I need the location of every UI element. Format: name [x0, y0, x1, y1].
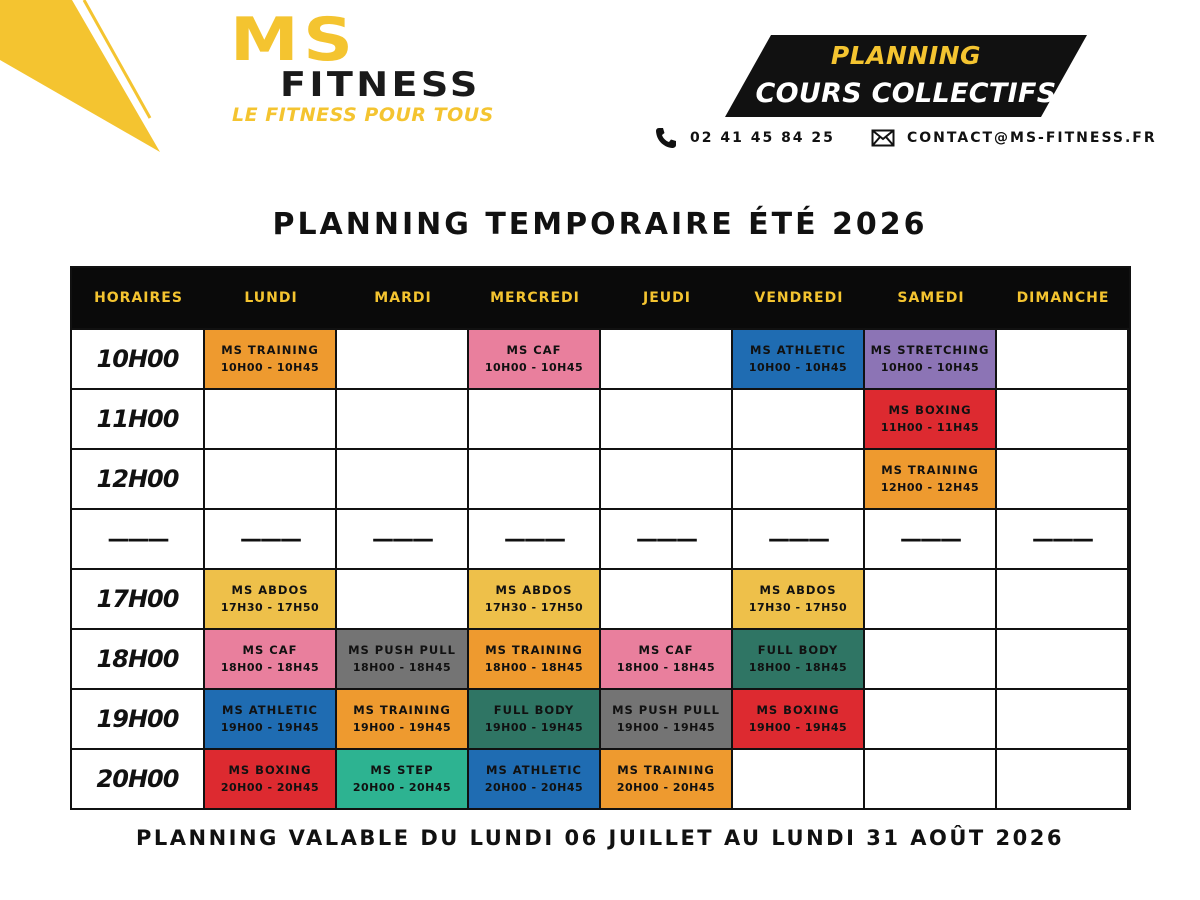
header-lundi: LUNDI	[244, 290, 298, 306]
class-time: 10H00 - 10H45	[748, 361, 848, 374]
time-slot: 10H00	[72, 330, 203, 388]
class-name: MS BOXING	[888, 403, 972, 417]
class-name: MS TRAINING	[617, 763, 715, 777]
class-time: 18H00 - 18H45	[616, 661, 716, 674]
schedule-header-row	[72, 268, 1129, 328]
class-time: 10H00 - 10H45	[220, 361, 320, 374]
separator-cell: ———	[601, 510, 731, 568]
separator-cell: ———	[337, 510, 467, 568]
empty-slot	[601, 390, 731, 448]
class-slot[interactable]	[733, 330, 863, 388]
corner-decoration	[0, 0, 170, 160]
title-badge	[725, 35, 1087, 117]
class-time: 17H30 - 17H50	[220, 601, 320, 614]
class-slot[interactable]	[205, 570, 335, 628]
class-slot[interactable]	[865, 330, 995, 388]
class-slot[interactable]	[469, 570, 599, 628]
phone-number[interactable]: 02 41 45 84 25	[690, 130, 835, 146]
class-name: MS CAF	[638, 643, 694, 657]
class-name: MS BOXING	[228, 763, 312, 777]
empty-slot	[997, 750, 1127, 808]
class-slot[interactable]	[469, 750, 599, 808]
time-slot: 12H00	[72, 450, 203, 508]
class-name: MS ABDOS	[231, 583, 309, 597]
empty-slot	[997, 450, 1127, 508]
contact-email	[871, 125, 1157, 151]
class-slot[interactable]	[601, 750, 731, 808]
class-time: 10H00 - 10H45	[880, 361, 980, 374]
class-slot[interactable]	[733, 630, 863, 688]
time-separator: ———	[72, 510, 203, 568]
header-samedi: SAMEDI	[897, 290, 965, 306]
contact-phone	[654, 125, 835, 151]
empty-slot	[733, 750, 863, 808]
empty-slot	[997, 330, 1127, 388]
empty-slot	[601, 330, 731, 388]
class-slot[interactable]	[337, 750, 467, 808]
class-name: MS CAF	[242, 643, 298, 657]
empty-slot	[469, 390, 599, 448]
class-name: MS TRAINING	[353, 703, 451, 717]
class-name: MS ABDOS	[495, 583, 573, 597]
empty-slot	[733, 450, 863, 508]
empty-slot	[601, 570, 731, 628]
badge-subtitle: COURS COLLECTIFS	[755, 78, 1057, 109]
class-slot[interactable]	[865, 390, 995, 448]
class-time: 19H00 - 19H45	[220, 721, 320, 734]
logo-ms: MS	[230, 5, 358, 75]
separator-cell: ———	[865, 510, 995, 568]
class-time: 18H00 - 18H45	[352, 661, 452, 674]
class-time: 19H00 - 19H45	[352, 721, 452, 734]
class-slot[interactable]	[469, 690, 599, 748]
class-name: MS PUSH PULL	[612, 703, 720, 717]
empty-slot	[997, 390, 1127, 448]
separator-cell: ———	[997, 510, 1127, 568]
class-time: 12H00 - 12H45	[880, 481, 980, 494]
class-time: 11H00 - 11H45	[880, 421, 980, 434]
class-time: 18H00 - 18H45	[748, 661, 848, 674]
empty-slot	[865, 630, 995, 688]
empty-slot	[205, 390, 335, 448]
empty-slot	[865, 750, 995, 808]
class-time: 19H00 - 19H45	[484, 721, 584, 734]
header-jeudi: JEUDI	[643, 290, 691, 306]
class-name: MS TRAINING	[221, 343, 319, 357]
empty-slot	[733, 390, 863, 448]
empty-slot	[865, 690, 995, 748]
class-time: 17H30 - 17H50	[748, 601, 848, 614]
time-slot: 18H00	[72, 630, 203, 688]
class-time: 19H00 - 19H45	[748, 721, 848, 734]
header-mercredi: MERCREDI	[490, 290, 580, 306]
class-slot[interactable]	[337, 630, 467, 688]
empty-slot	[601, 450, 731, 508]
logo-fitness: FITNESS	[280, 65, 481, 105]
class-time: 10H00 - 10H45	[484, 361, 584, 374]
header-vendredi: VENDREDI	[754, 290, 844, 306]
empty-slot	[337, 570, 467, 628]
email-address[interactable]: CONTACT@MS-FITNESS.FR	[907, 130, 1157, 146]
header-mardi: MARDI	[374, 290, 432, 306]
mail-icon	[871, 126, 895, 150]
class-name: FULL BODY	[493, 703, 575, 717]
class-slot[interactable]	[601, 630, 731, 688]
time-slot: 11H00	[72, 390, 203, 448]
logo-tagline: LE FITNESS POUR TOUS	[232, 104, 494, 126]
class-name: MS ATHLETIC	[486, 763, 582, 777]
class-name: MS BOXING	[756, 703, 840, 717]
class-name: MS TRAINING	[485, 643, 583, 657]
class-slot[interactable]	[469, 330, 599, 388]
class-slot[interactable]	[733, 570, 863, 628]
class-slot[interactable]	[205, 630, 335, 688]
class-time: 20H00 - 20H45	[484, 781, 584, 794]
class-slot[interactable]	[601, 690, 731, 748]
time-slot: 17H00	[72, 570, 203, 628]
class-time: 18H00 - 18H45	[484, 661, 584, 674]
class-name: MS ATHLETIC	[750, 343, 846, 357]
time-slot: 19H00	[72, 690, 203, 748]
empty-slot	[337, 450, 467, 508]
validity-note: PLANNING VALABLE DU LUNDI 06 JUILLET AU LUNDI 31 AOÛT 2026	[136, 826, 1064, 850]
class-time: 20H00 - 20H45	[616, 781, 716, 794]
class-name: MS CAF	[506, 343, 562, 357]
class-time: 20H00 - 20H45	[220, 781, 320, 794]
empty-slot	[469, 450, 599, 508]
badge-title: PLANNING	[830, 41, 982, 70]
class-name: MS STEP	[370, 763, 434, 777]
class-slot[interactable]	[205, 330, 335, 388]
header-horaires: HORAIRES	[94, 290, 183, 306]
brand-logo	[228, 5, 518, 133]
empty-slot	[865, 570, 995, 628]
class-slot[interactable]	[205, 690, 335, 748]
empty-slot	[205, 450, 335, 508]
class-name: MS ABDOS	[759, 583, 837, 597]
separator-cell: ———	[205, 510, 335, 568]
class-slot[interactable]	[865, 450, 995, 508]
schedule-table	[70, 266, 1131, 810]
empty-slot	[997, 570, 1127, 628]
separator-cell: ———	[469, 510, 599, 568]
time-slot: 20H00	[72, 750, 203, 808]
empty-slot	[997, 690, 1127, 748]
class-time: 20H00 - 20H45	[352, 781, 452, 794]
class-name: FULL BODY	[757, 643, 839, 657]
class-time: 17H30 - 17H50	[484, 601, 584, 614]
class-name: MS STRETCHING	[870, 343, 990, 357]
empty-slot	[997, 630, 1127, 688]
class-name: MS PUSH PULL	[348, 643, 456, 657]
class-slot[interactable]	[205, 750, 335, 808]
header-dimanche: DIMANCHE	[1016, 290, 1110, 306]
empty-slot	[337, 390, 467, 448]
class-name: MS ATHLETIC	[222, 703, 318, 717]
class-time: 19H00 - 19H45	[616, 721, 716, 734]
class-name: MS TRAINING	[881, 463, 979, 477]
page-title: PLANNING TEMPORAIRE ÉTÉ 2026	[272, 207, 928, 242]
phone-icon	[654, 126, 678, 150]
separator-cell: ———	[733, 510, 863, 568]
class-slot[interactable]	[337, 690, 467, 748]
empty-slot	[337, 330, 467, 388]
class-time: 18H00 - 18H45	[220, 661, 320, 674]
class-slot[interactable]	[469, 630, 599, 688]
class-slot[interactable]	[733, 690, 863, 748]
